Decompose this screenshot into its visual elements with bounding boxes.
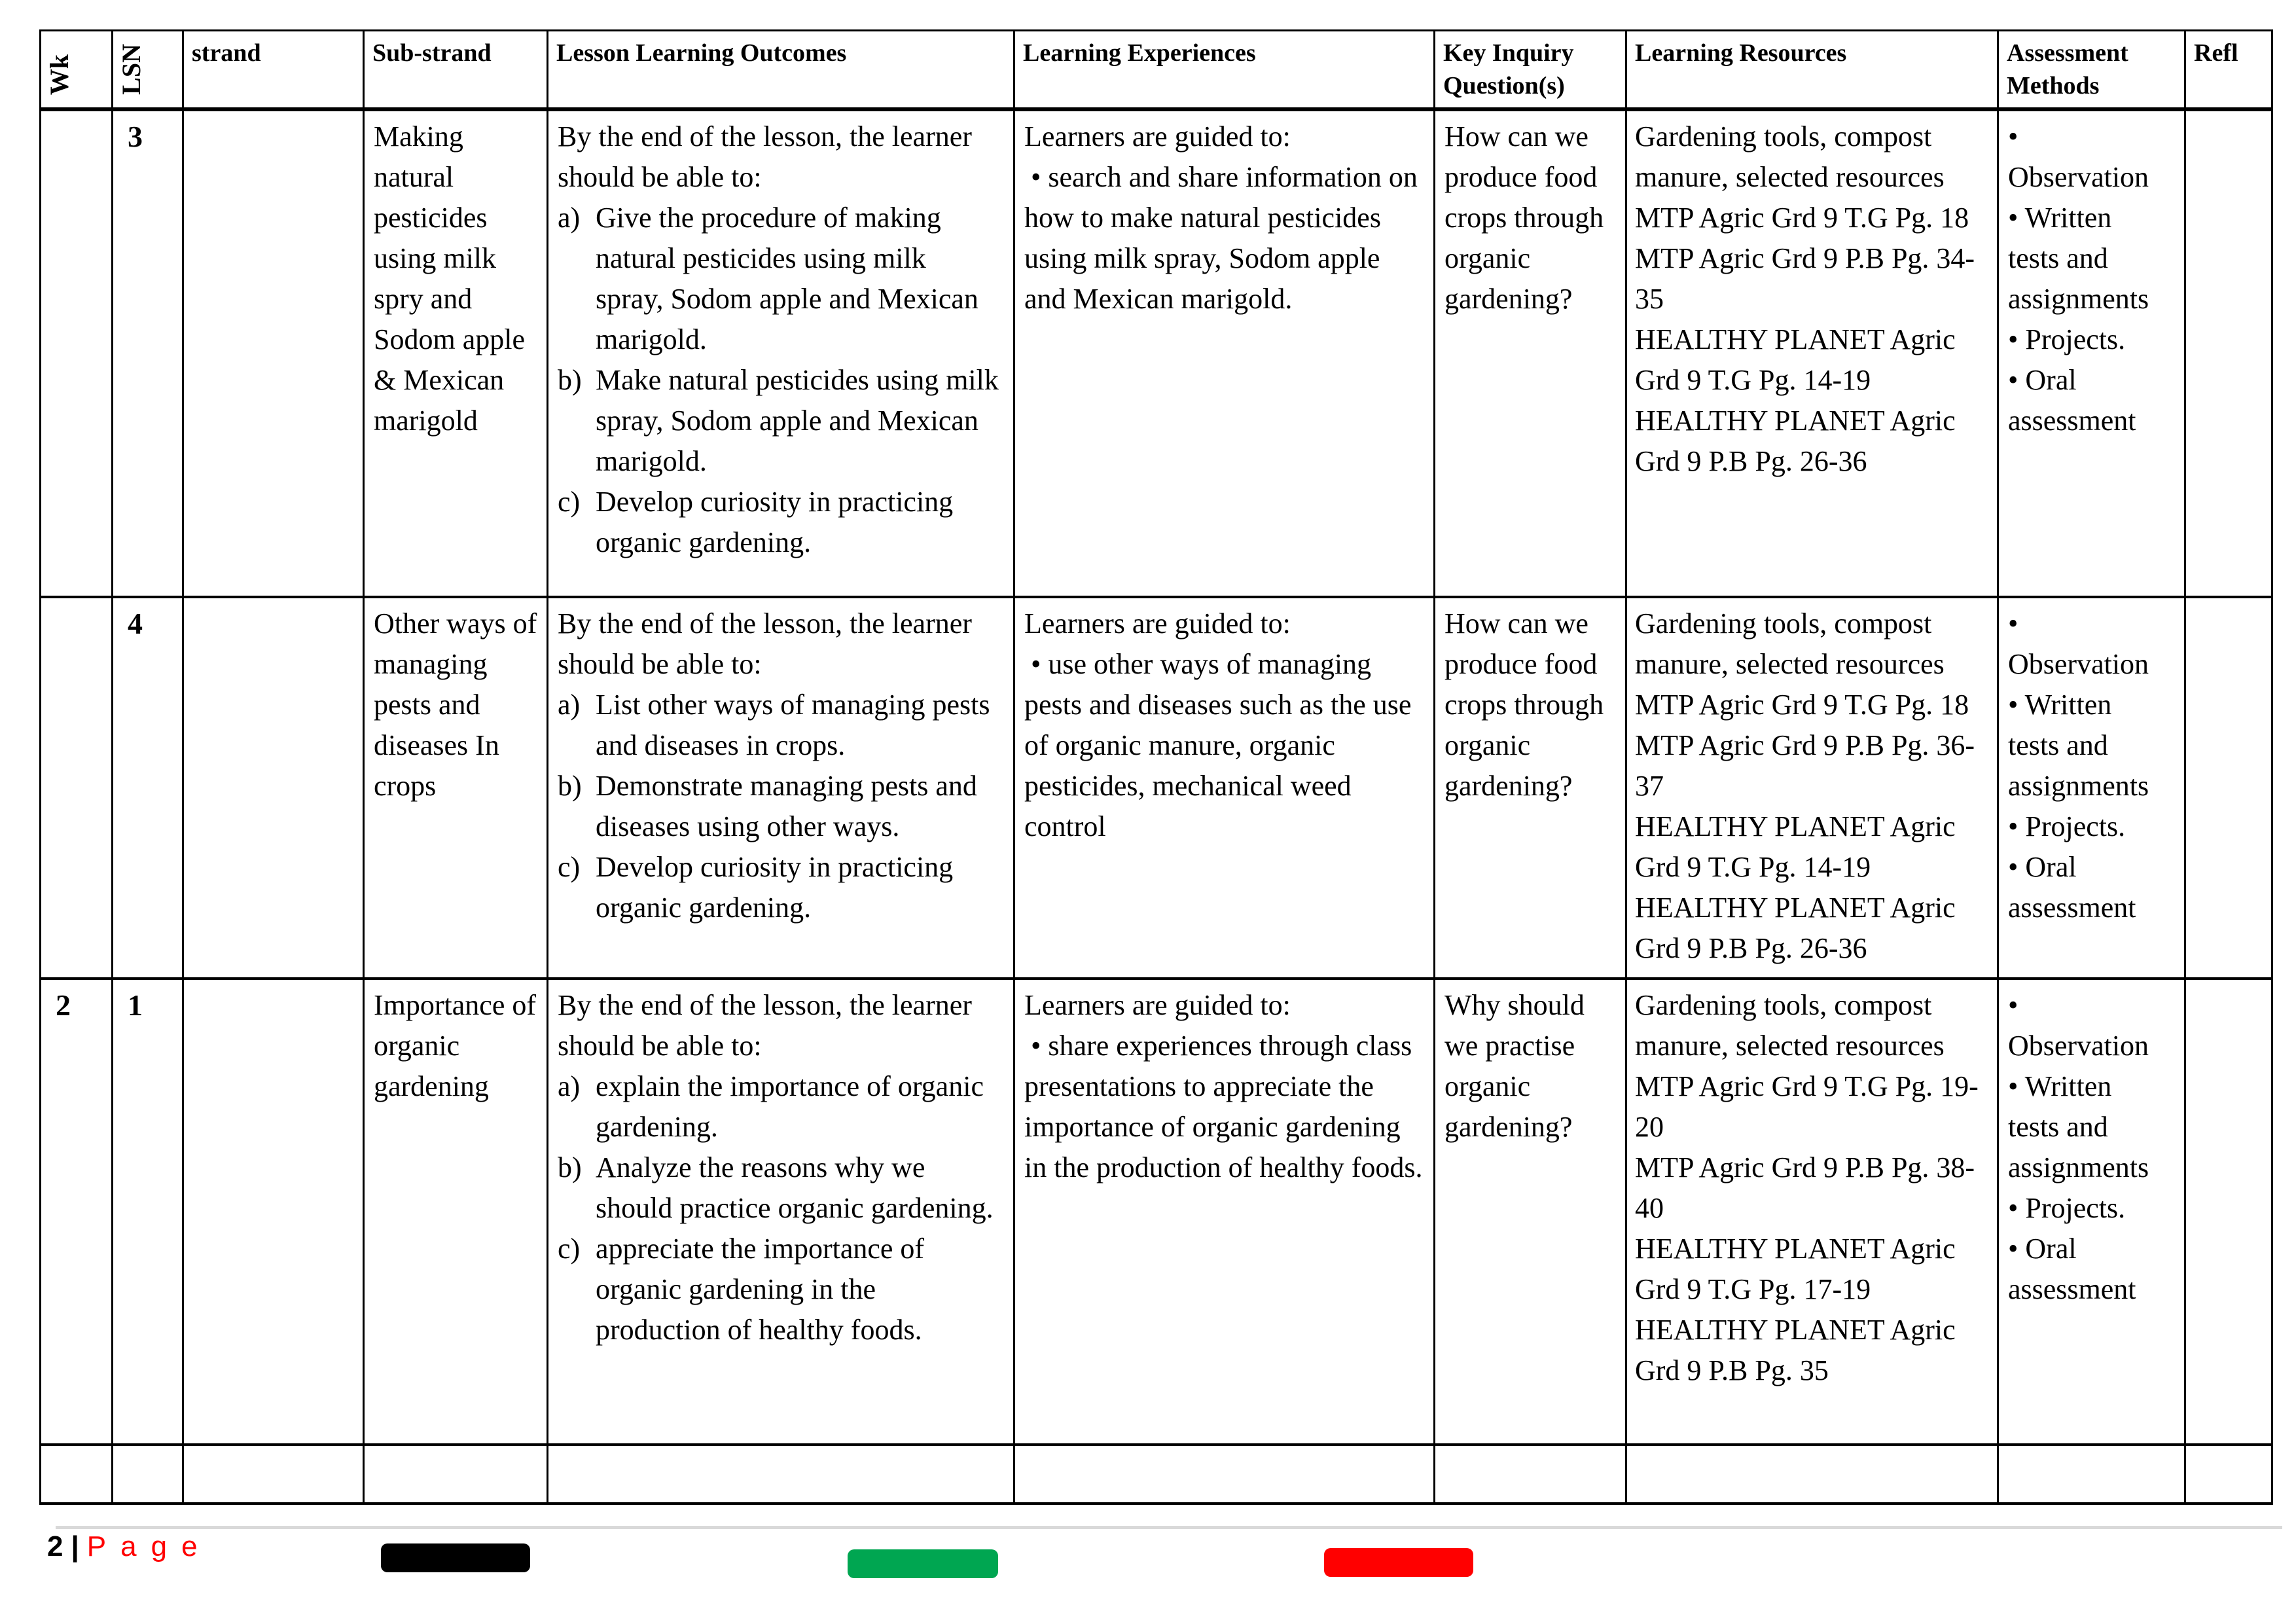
strand-cell	[183, 1445, 364, 1504]
outcome-label: a)	[558, 1070, 581, 1102]
refl-cell	[2185, 1445, 2272, 1504]
outcome-item	[558, 766, 1000, 847]
resource-item: MTP Agric Grd 9 T.G Pg. 19-20	[1635, 1070, 1979, 1143]
header-lsn-label: LSN	[117, 44, 146, 95]
outcome-item	[558, 482, 1000, 563]
assessment-item: • Oral assessment	[2008, 1233, 2136, 1305]
header-key-inquiry-questions: Key Inquiry Question(s)	[1435, 31, 1626, 110]
lsn-cell	[113, 979, 183, 1445]
footer-page-number	[47, 1530, 212, 1563]
assessment-cell	[1998, 597, 2185, 979]
table-header	[41, 31, 2272, 110]
outcome-text: Analyze the reasons why we should practice organic gardening.	[596, 1151, 994, 1224]
experiences-cell	[1014, 979, 1435, 1445]
assessment-item: • Observation	[2008, 989, 2149, 1062]
footer-page-label: Page	[86, 1530, 212, 1562]
scheme-of-work-table	[39, 29, 2273, 1505]
resources-cell	[1626, 597, 1998, 979]
key-inquiry-text: How can we produce food crops through organic gardening?	[1444, 120, 1604, 315]
refl-cell	[2185, 979, 2272, 1445]
resource-item: HEALTHY PLANET Agric Grd 9 T.G Pg. 17-19	[1635, 1233, 1956, 1305]
footer-divider	[56, 1526, 2282, 1529]
experience-item: • share experiences through class presentations to appreciate the importance of organic gardening in the production of healthy foods.	[1024, 1030, 1423, 1183]
outcome-label: b)	[558, 1151, 582, 1183]
resource-item: MTP Agric Grd 9 T.G Pg. 18	[1635, 689, 1969, 721]
outcome-label: c)	[558, 486, 581, 518]
resource-item: Gardening tools, compost manure, selected resources	[1635, 989, 1945, 1062]
assessment-cell	[1998, 1445, 2185, 1504]
outcome-item	[558, 685, 1000, 766]
resource-item: HEALTHY PLANET Agric Grd 9 P.B Pg. 26-36	[1635, 405, 1956, 477]
assessment-cell	[1998, 109, 2185, 597]
page-number-value: 2	[47, 1530, 63, 1562]
experiences-intro: Learners are guided to:	[1024, 989, 1291, 1021]
lsn-number: 1	[128, 988, 143, 1022]
assessment-item: • Written tests and assignments	[2008, 202, 2149, 315]
experiences-cell	[1014, 109, 1435, 597]
header-lsn	[113, 31, 183, 110]
experiences-cell	[1014, 597, 1435, 979]
key-inquiry-text: Why should we practise organic gardening?	[1444, 989, 1585, 1143]
resource-item: HEALTHY PLANET Agric Grd 9 P.B Pg. 26-36	[1635, 892, 1956, 964]
outcome-label: c)	[558, 851, 581, 883]
footer-bar-red	[1324, 1548, 1473, 1577]
assessment-item: • Oral assessment	[2008, 851, 2136, 924]
resource-item: MTP Agric Grd 9 P.B Pg. 36-37	[1635, 729, 1975, 802]
resource-item: Gardening tools, compost manure, selected resources	[1635, 607, 1945, 680]
header-row	[41, 31, 2272, 110]
experiences-cell	[1014, 1445, 1435, 1504]
page-number-separator: |	[71, 1530, 79, 1562]
key-inquiry-cell	[1435, 109, 1626, 597]
resource-item: HEALTHY PLANET Agric Grd 9 P.B Pg. 35	[1635, 1314, 1956, 1386]
outcome-text: List other ways of managing pests and diseases in crops.	[596, 689, 990, 761]
experiences-intro: Learners are guided to:	[1024, 607, 1291, 640]
outcome-label: a)	[558, 689, 581, 721]
outcome-label: b)	[558, 364, 582, 396]
assessment-cell	[1998, 979, 2185, 1445]
outcome-label: c)	[558, 1233, 581, 1265]
outcome-item	[558, 1066, 1000, 1147]
lsn-cell	[113, 597, 183, 979]
resource-item: HEALTHY PLANET Agric Grd 9 T.G Pg. 14-19	[1635, 323, 1956, 396]
outcome-text: explain the importance of organic gardening.	[596, 1070, 984, 1143]
sub-strand-cell	[364, 979, 548, 1445]
resource-item: Gardening tools, compost manure, selected resources	[1635, 120, 1945, 193]
header-wk	[41, 31, 113, 110]
table-row	[41, 1445, 2272, 1504]
assessment-item: • Oral assessment	[2008, 364, 2136, 437]
key-inquiry-cell	[1435, 597, 1626, 979]
refl-cell	[2185, 597, 2272, 979]
sub-strand-cell	[364, 109, 548, 597]
wk-cell	[41, 109, 113, 597]
outcome-text: Make natural pesticides using milk spray, Sodom apple and Mexican marigold.	[596, 364, 999, 477]
strand-cell	[183, 597, 364, 979]
wk-number: 2	[56, 988, 71, 1022]
assessment-item: • Observation	[2008, 607, 2149, 680]
experiences-intro: Learners are guided to:	[1024, 120, 1291, 153]
table-row	[41, 109, 2272, 597]
sub-strand-text: Other ways of managing pests and diseases In crops	[374, 607, 537, 802]
resources-cell	[1626, 1445, 1998, 1504]
resource-item: MTP Agric Grd 9 P.B Pg. 38-40	[1635, 1151, 1975, 1224]
lsn-cell	[113, 109, 183, 597]
wk-cell	[41, 597, 113, 979]
sub-strand-cell	[364, 597, 548, 979]
outcomes-cell	[548, 1445, 1014, 1504]
wk-cell	[41, 979, 113, 1445]
table-row	[41, 979, 2272, 1445]
header-learning-experiences: Learning Experiences	[1014, 31, 1435, 110]
key-inquiry-cell	[1435, 979, 1626, 1445]
resource-item: MTP Agric Grd 9 P.B Pg. 34-35	[1635, 242, 1975, 315]
outcome-item	[558, 1147, 1000, 1229]
outcomes-cell	[548, 597, 1014, 979]
outcomes-intro: By the end of the lesson, the learner should be able to:	[558, 607, 972, 680]
sub-strand-text: Importance of organic gardening	[374, 989, 536, 1102]
table-row	[41, 597, 2272, 979]
experience-item: • use other ways of managing pests and diseases such as the use of organic manure, organic pesticides, mechanical weed control	[1024, 648, 1412, 842]
assessment-item: • Written tests and assignments	[2008, 1070, 2149, 1183]
header-refl: Refl	[2185, 31, 2272, 110]
resources-cell	[1626, 109, 1998, 597]
outcomes-intro: By the end of the lesson, the learner should be able to:	[558, 120, 972, 193]
outcome-item	[558, 198, 1000, 360]
header-learning-resources: Learning Resources	[1626, 31, 1998, 110]
strand-cell	[183, 109, 364, 597]
outcome-text: appreciate the importance of organic gardening in the production of healthy foods.	[596, 1233, 925, 1346]
lsn-cell	[113, 1445, 183, 1504]
assessment-item: • Projects.	[2008, 810, 2126, 842]
lsn-number: 4	[128, 607, 143, 640]
outcomes-cell	[548, 109, 1014, 597]
resources-cell	[1626, 979, 1998, 1445]
outcomes-cell	[548, 979, 1014, 1445]
experience-item: • search and share information on how to make natural pesticides using milk spray, Sodom apple and Mexican marigold.	[1024, 161, 1418, 315]
footer-bar-green	[848, 1549, 998, 1578]
outcome-item	[558, 360, 1000, 482]
resource-item: HEALTHY PLANET Agric Grd 9 T.G Pg. 14-19	[1635, 810, 1956, 883]
assessment-item: • Observation	[2008, 120, 2149, 193]
header-lesson-learning-outcomes: Lesson Learning Outcomes	[548, 31, 1014, 110]
outcome-item	[558, 1229, 1000, 1350]
header-assessment-methods: Assessment Methods	[1998, 31, 2185, 110]
header-wk-label: Wk	[45, 54, 74, 95]
wk-cell	[41, 1445, 113, 1504]
outcome-text: Demonstrate managing pests and diseases using other ways.	[596, 770, 977, 842]
outcome-label: b)	[558, 770, 582, 802]
assessment-item: • Projects.	[2008, 323, 2126, 355]
footer-bar-black	[381, 1543, 530, 1572]
lsn-number: 3	[128, 120, 143, 153]
key-inquiry-text: How can we produce food crops through organic gardening?	[1444, 607, 1604, 802]
table-body	[41, 109, 2272, 1504]
header-sub-strand: Sub-strand	[364, 31, 548, 110]
outcome-text: Develop curiosity in practicing organic gardening.	[596, 486, 954, 558]
outcome-label: a)	[558, 202, 581, 234]
key-inquiry-cell	[1435, 1445, 1626, 1504]
header-strand: strand	[183, 31, 364, 110]
outcome-item	[558, 847, 1000, 928]
refl-cell	[2185, 109, 2272, 597]
assessment-item: • Written tests and assignments	[2008, 689, 2149, 802]
sub-strand-text: Making natural pesticides using milk spry and Sodom apple & Mexican marigold	[374, 120, 525, 437]
outcomes-intro: By the end of the lesson, the learner should be able to:	[558, 989, 972, 1062]
strand-cell	[183, 979, 364, 1445]
outcome-text: Develop curiosity in practicing organic gardening.	[596, 851, 954, 924]
assessment-item: • Projects.	[2008, 1192, 2126, 1224]
outcome-text: Give the procedure of making natural pesticides using milk spray, Sodom apple and Mexican marigold.	[596, 202, 978, 355]
resource-item: MTP Agric Grd 9 T.G Pg. 18	[1635, 202, 1969, 234]
sub-strand-cell	[364, 1445, 548, 1504]
